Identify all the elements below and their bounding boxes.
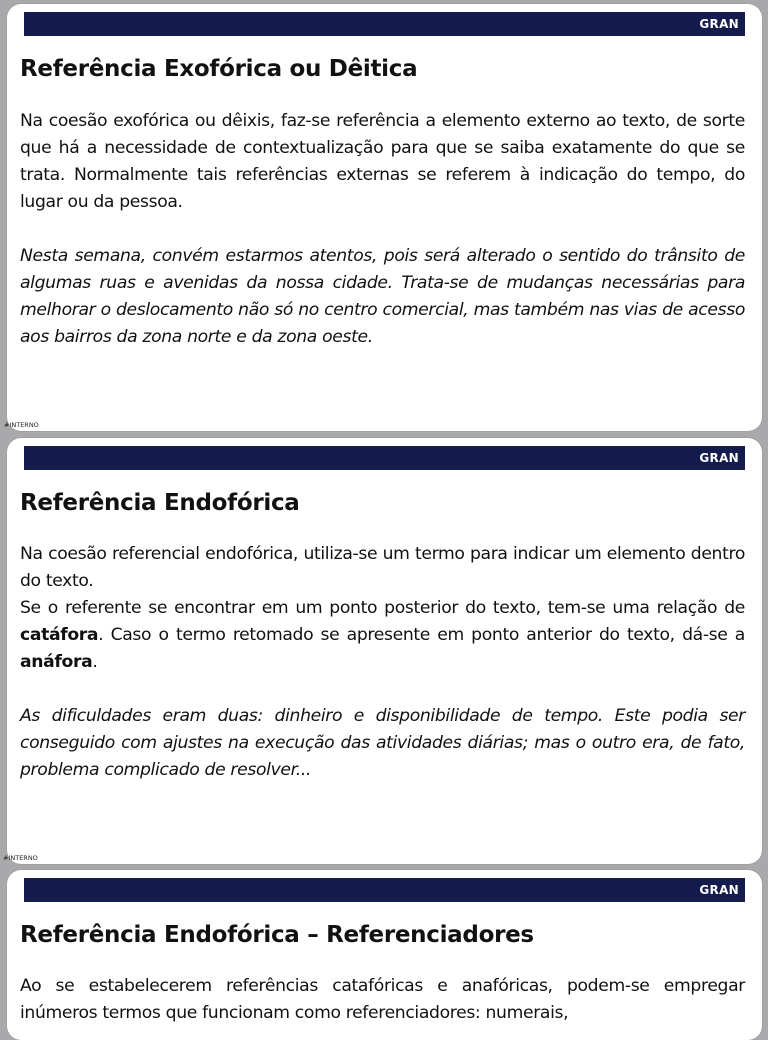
- slide-body: [20, 108, 745, 351]
- internal-tag: #INTERNO: [4, 421, 39, 429]
- term-anafora: anáfora: [20, 652, 93, 672]
- header-bar: [24, 878, 745, 902]
- header-bar: [24, 12, 745, 36]
- paragraph: [20, 595, 745, 676]
- slide-body: [20, 973, 745, 1027]
- slide-body: [20, 541, 745, 784]
- slide-title: Referência Exofórica ou Dêitica: [20, 56, 418, 82]
- example-paragraph: Nesta semana, convém estarmos atentos, pois será alterado o sentido do trânsito de algumas ruas e avenidas da nossa cidade. Trata-se de mudanças necessárias para melhorar o deslocamento não só no centro comercial, mas também nas vias de acesso aos bairros da zona norte e da zona oeste.: [20, 246, 745, 347]
- gran-logo: GRAN: [699, 883, 739, 897]
- term-catafora: catáfora: [20, 625, 99, 645]
- internal-tag: #INTERNO: [3, 854, 38, 862]
- paragraph: Na coesão referencial endofórica, utiliza-se um termo para indicar um elemento dentro do texto.: [20, 544, 745, 591]
- paragraph: Ao se estabelecerem referências catafóricas e anafóricas, podem-se empregar inúmeros termos que funcionam como referenciadores: numerais,: [20, 976, 745, 1023]
- slide-endoforica: [3, 438, 762, 864]
- slide-referenciadores: [7, 870, 762, 1040]
- text-segment: .: [92, 652, 98, 672]
- text-segment: . Caso o termo retomado se apresente em ponto anterior do texto, dá-se a: [98, 625, 745, 645]
- example-paragraph: As dificuldades eram duas: dinheiro e disponibilidade de tempo. Este podia ser conseguido com ajustes na execução das atividades diárias; mas o outro era, de fato, problema complicado de resolver...: [20, 706, 745, 780]
- header-bar: [24, 446, 745, 470]
- slide-title: Referência Endofórica: [20, 490, 300, 516]
- slide-title: Referência Endofórica – Referenciadores: [20, 922, 534, 948]
- text-segment: Se o referente se encontrar em um ponto posterior do texto, tem-se uma relação de: [20, 598, 745, 618]
- gran-logo: GRAN: [699, 451, 739, 465]
- paragraph: Na coesão exofórica ou dêixis, faz-se referência a elemento externo ao texto, de sorte que há a necessidade de contextualização para que se saiba exatamente do que se trata. Normalmente tais referências externas se referem à indicação do tempo, do lugar ou da pessoa.: [20, 111, 745, 212]
- slide-exoforica: [4, 4, 762, 431]
- gran-logo: GRAN: [699, 17, 739, 31]
